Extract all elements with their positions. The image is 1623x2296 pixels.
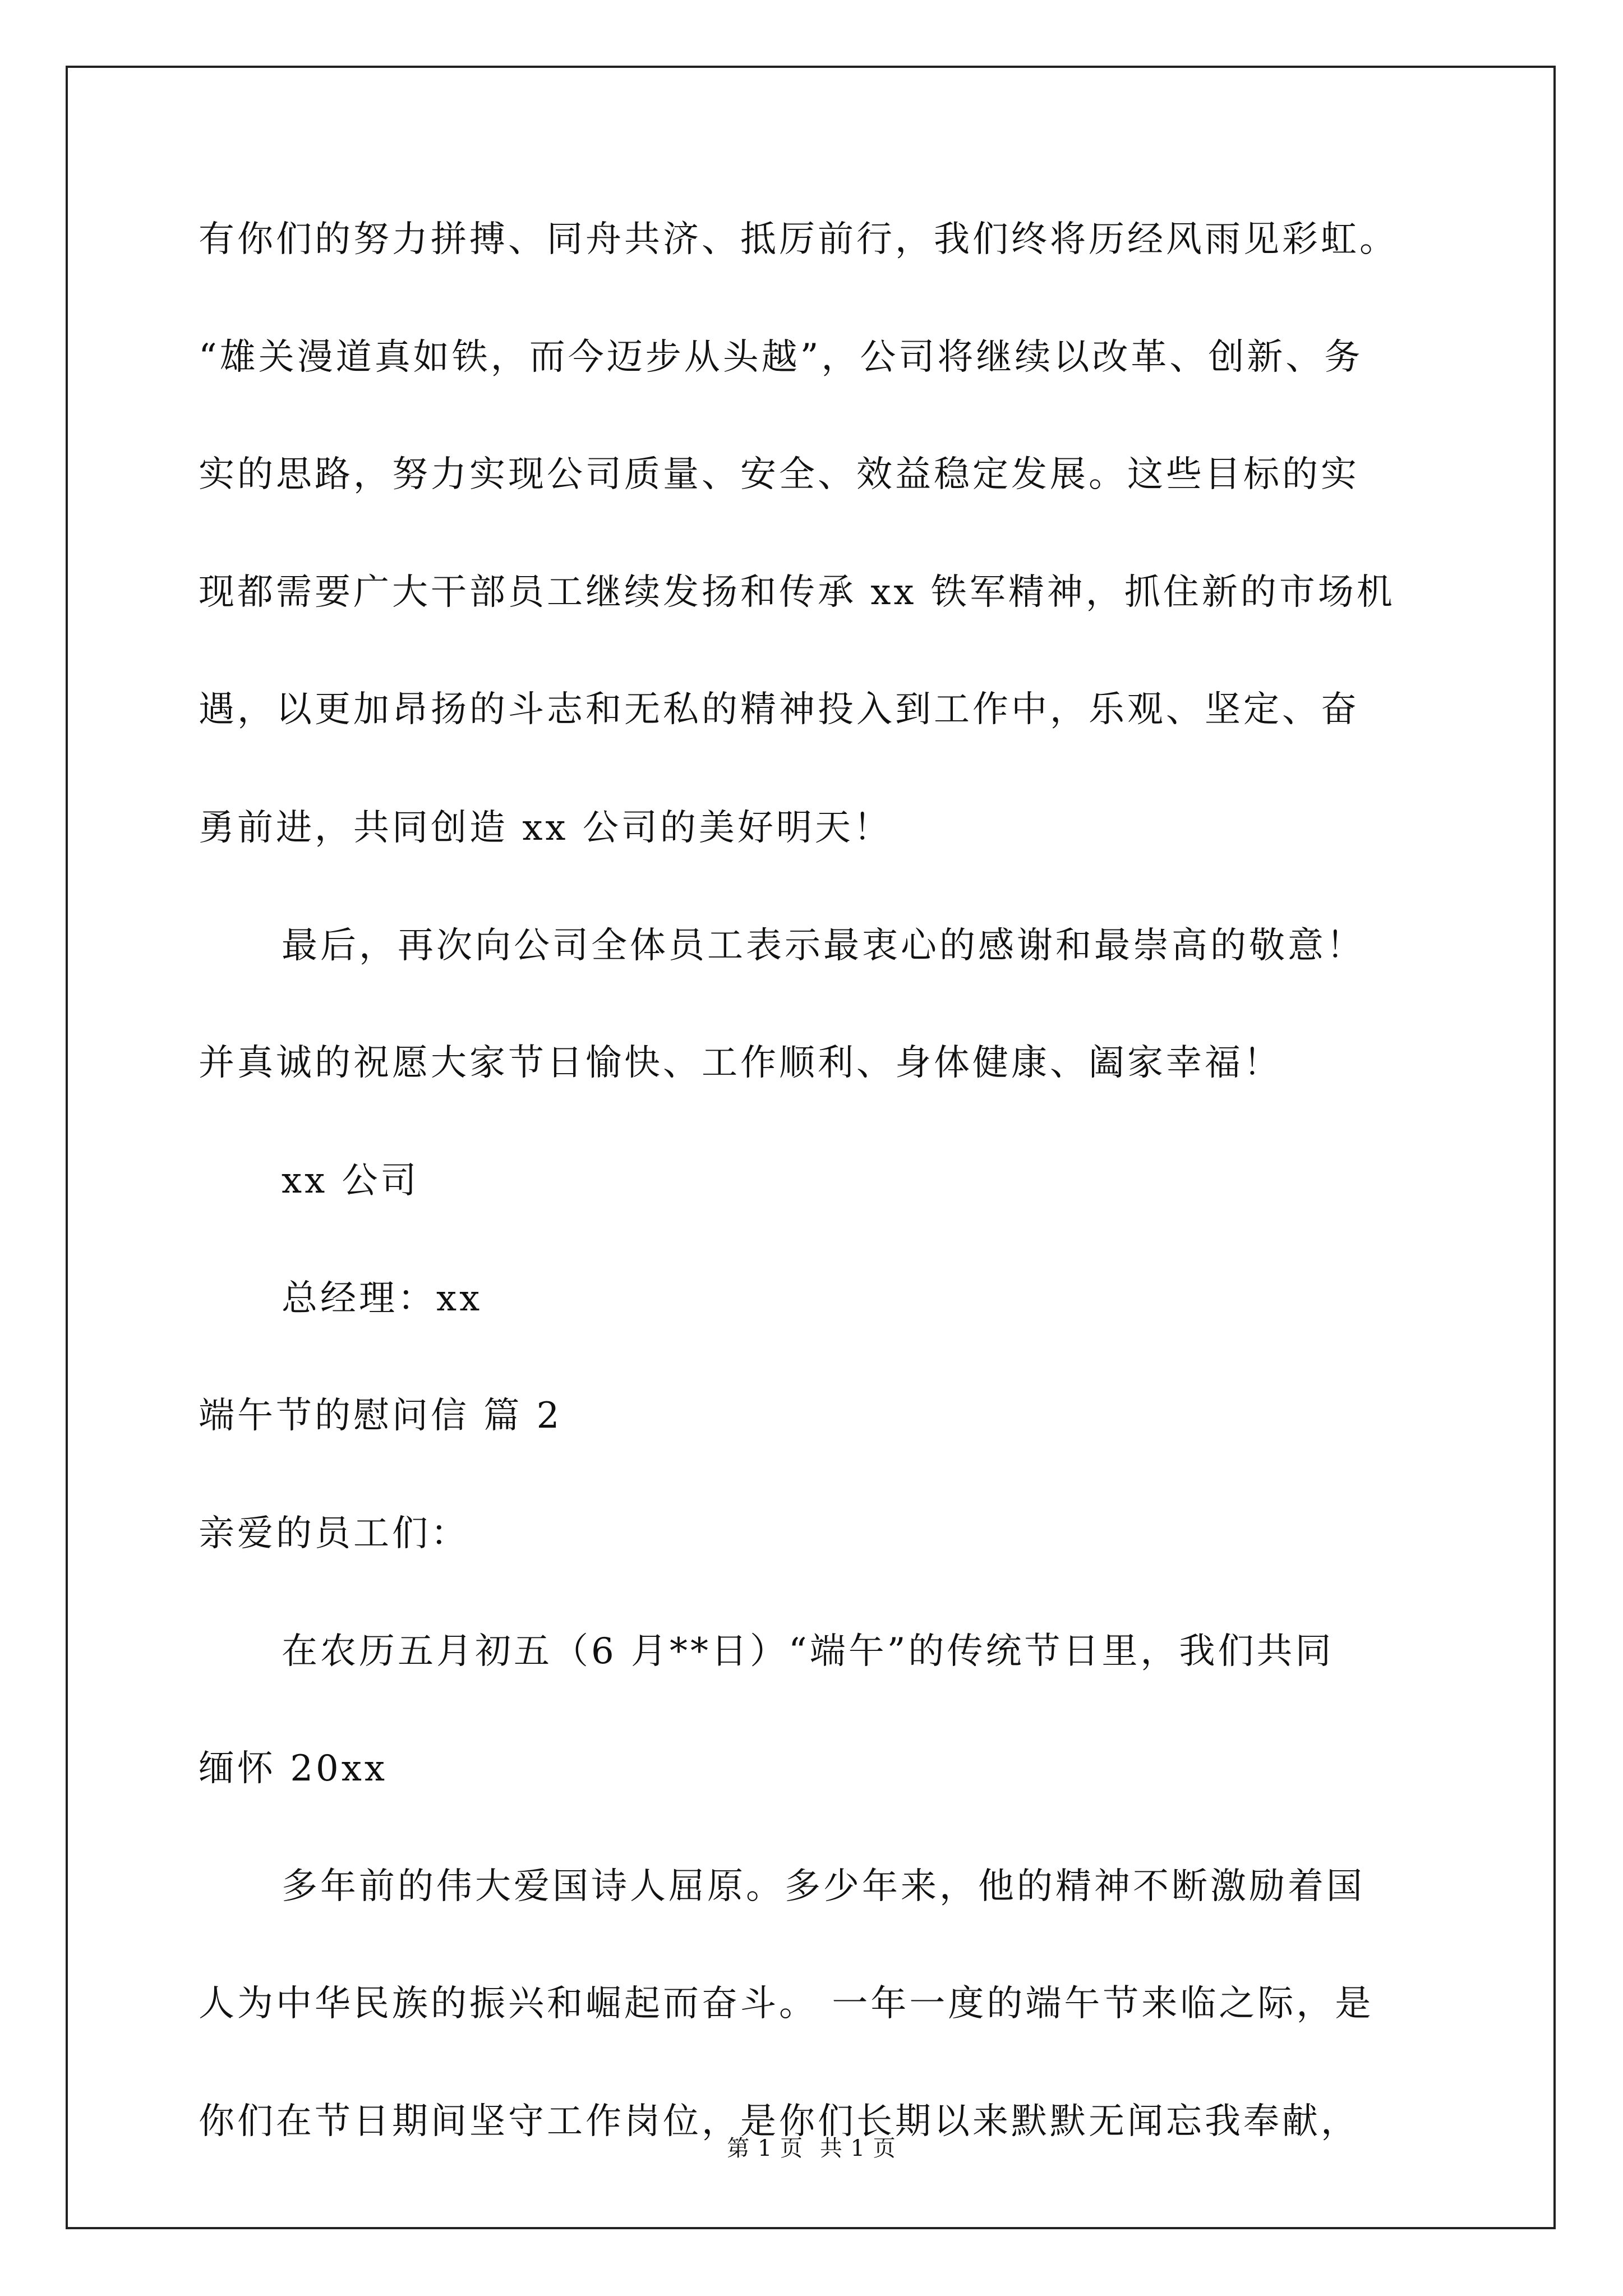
body-line-13: 在农历五月初五（6 月**日）“端午”的传统节日里，我们共同 [282,1631,1334,1672]
body-line-2: “雄关漫道真如铁，而今迈步从头越”，公司将继续以改革、创新、务 [199,337,1363,378]
body-line-15: 多年前的伟大爱国诗人屈原。多少年来，他的精神不断激励着国 [282,1866,1365,1907]
body-line-7: 最后，再次向公司全体员工表示最衷心的感谢和最崇高的敬意！ [282,925,1365,967]
page-footer [0,2134,1623,2162]
company-signature: xx 公司 [282,1160,419,1202]
salutation: 亲爱的员工们： [199,1513,469,1554]
body-line-6: 勇前进，共同创造 xx 公司的美好明天！ [199,807,892,849]
section-heading: 端午节的慰问信 篇 2 [199,1395,562,1437]
manager-signature: 总经理：xx [282,1278,483,1319]
body-line-5: 遇，以更加昂扬的斗志和无私的精神投入到工作中，乐观、坚定、奋 [199,689,1359,730]
body-line-3: 实的思路，努力实现公司质量、安全、效益稳定发展。这些目标的实 [199,454,1359,495]
body-line-8: 并真诚的祝愿大家节日愉快、工作顺利、身体健康、阖家幸福！ [199,1042,1282,1084]
body-line-14: 缅怀 20xx [199,1748,388,1789]
body-line-17: 你们在节日期间坚守工作岗位，是你们长期以来默默无闻忘我奉献， [199,2101,1359,2142]
body-line-16: 人为中华民族的振兴和崛起而奋斗。 一年一度的端午节来临之际，是 [199,1983,1374,2024]
page-count: 共 1 页 [819,2136,896,2161]
body-line-4: 现都需要广大干部员工继续发扬和传承 xx 铁军精神，抓住新的市场机 [199,572,1395,613]
body-line-1: 有你们的努力拼搏、同舟共济、抵厉前行，我们终将历经风雨见彩虹。 [199,219,1398,260]
page-number: 第 1 页 [727,2136,804,2161]
